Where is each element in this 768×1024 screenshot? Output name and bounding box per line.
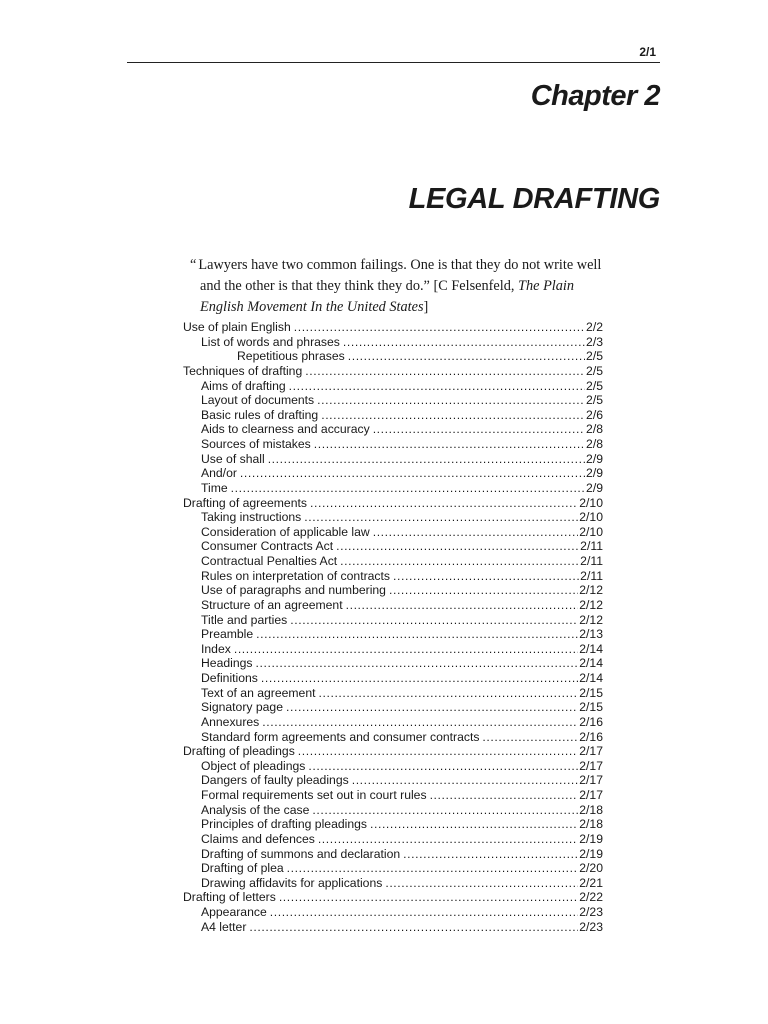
- toc-entry-title: Time: [201, 480, 228, 495]
- toc-entry-page: 2/15: [579, 700, 603, 715]
- toc-entry-title: Formal requirements set out in court rules: [201, 788, 427, 802]
- toc-entry[interactable]: [183, 437, 603, 452]
- toc-entry-title: Drafting of summons and declaration: [201, 846, 401, 861]
- toc-entry-page: 2/5: [586, 378, 603, 393]
- toc-dot-leader: [389, 583, 578, 598]
- toc-entry-title: Aids to clearness and accuracy: [201, 422, 370, 437]
- toc-dot-leader: [268, 452, 585, 467]
- toc-dot-leader: [340, 554, 579, 569]
- toc-entry-title: Text of an agreement: [201, 685, 316, 700]
- toc-entry[interactable]: [183, 715, 603, 730]
- epigraph-open-quote: “: [190, 257, 197, 273]
- toc-entry[interactable]: [183, 452, 603, 467]
- toc-dot-leader: [308, 759, 578, 774]
- toc-entry-title: Consideration of applicable law: [201, 524, 370, 539]
- toc-entry[interactable]: [183, 569, 603, 584]
- toc-entry[interactable]: [183, 496, 603, 511]
- toc-entry-page: 2/11: [580, 539, 603, 554]
- toc-entry-title: Drafting of letters: [183, 890, 276, 905]
- epigraph-line-1: Lawyers have two common failings. One is that they do not write well: [198, 257, 602, 273]
- epigraph-source-b: English Movement In the United States: [200, 299, 424, 315]
- toc-dot-leader: [403, 847, 578, 862]
- toc-entry-title: Claims and defences: [201, 831, 315, 846]
- toc-entry[interactable]: [183, 642, 603, 657]
- toc-dot-leader: [319, 686, 579, 701]
- toc-entry[interactable]: [183, 510, 603, 525]
- header-rule: [127, 62, 660, 63]
- toc-entry-page: 2/16: [579, 714, 603, 729]
- toc-entry-page: 2/19: [579, 831, 603, 846]
- toc-entry-title: Headings: [201, 656, 253, 671]
- toc-entry-page: 2/12: [579, 612, 603, 627]
- toc-entry[interactable]: [183, 920, 603, 935]
- toc-entry-page: 2/10: [579, 510, 603, 525]
- toc-dot-leader: [312, 803, 578, 818]
- toc-entry-title: Annexures: [201, 714, 260, 729]
- toc-entry-page: 2/16: [579, 729, 603, 744]
- toc-entry-page: 2/11: [580, 554, 603, 568]
- toc-entry-title: Dangers of faulty pleadings: [201, 773, 349, 788]
- toc-dot-leader: [373, 422, 585, 437]
- toc-entry-page: 2/6: [586, 407, 603, 422]
- toc-dot-leader: [317, 393, 585, 408]
- page-number: 2/1: [639, 45, 656, 59]
- toc-entry[interactable]: [183, 598, 603, 613]
- toc-entry-title: A4 letter: [201, 919, 247, 934]
- toc-dot-leader: [270, 905, 579, 920]
- toc-entry-title: Use of shall: [201, 451, 265, 466]
- toc-entry-title: Drafting of pleadings: [183, 744, 295, 759]
- toc-dot-leader: [305, 364, 585, 379]
- toc-entry-page: 2/9: [586, 480, 603, 495]
- toc-entry[interactable]: [183, 744, 603, 759]
- toc-entry[interactable]: [183, 817, 603, 832]
- toc-entry-title: Signatory page: [201, 700, 283, 715]
- toc-entry-page: 2/12: [579, 597, 603, 612]
- toc-entry-page: 2/10: [579, 495, 603, 510]
- toc-entry-page: 2/12: [579, 583, 603, 598]
- toc-entry-page: 2/20: [579, 861, 603, 876]
- toc-dot-leader: [352, 773, 579, 788]
- toc-entry-title: And/or: [201, 466, 237, 481]
- toc-entry[interactable]: [183, 613, 603, 628]
- toc-dot-leader: [321, 408, 585, 423]
- toc-dot-leader: [286, 700, 578, 715]
- toc-entry[interactable]: [183, 320, 603, 335]
- toc-entry-page: 2/8: [586, 437, 603, 451]
- toc-entry-title: Principles of drafting pleadings: [201, 817, 367, 832]
- toc-entry-page: 2/5: [586, 363, 603, 378]
- toc-entry[interactable]: [183, 671, 603, 686]
- toc-entry-page: 2/23: [579, 919, 603, 934]
- toc-dot-leader: [304, 510, 578, 525]
- toc-entry-title: Drawing affidavits for applications: [201, 875, 383, 890]
- toc-entry-page: 2/9: [586, 451, 603, 466]
- toc-entry-title: Sources of mistakes: [201, 437, 311, 451]
- toc-entry-title: Layout of documents: [201, 393, 315, 408]
- toc-entry-page: 2/14: [579, 641, 603, 656]
- epigraph-continuation: [190, 276, 610, 297]
- toc-entry-title: Taking instructions: [201, 510, 302, 525]
- toc-entry[interactable]: [183, 554, 603, 569]
- toc-dot-leader: [318, 832, 578, 847]
- toc-entry-title: Contractual Penalties Act: [201, 554, 338, 568]
- toc-dot-leader: [234, 642, 578, 657]
- toc-entry-page: 2/18: [579, 817, 603, 832]
- toc-entry-title: Preamble: [201, 627, 254, 642]
- toc-entry-page: 2/13: [579, 627, 603, 642]
- toc-dot-leader: [256, 627, 578, 642]
- toc-entry-title: Consumer Contracts Act: [201, 539, 334, 554]
- toc-dot-leader: [294, 320, 585, 335]
- toc-dot-leader: [256, 656, 579, 671]
- toc-entry-title: List of words and phrases: [201, 334, 340, 349]
- toc-entry-title: Title and parties: [201, 612, 288, 627]
- toc-dot-leader: [336, 539, 579, 554]
- toc-entry[interactable]: [183, 656, 603, 671]
- toc-entry-title: Aims of drafting: [201, 378, 286, 393]
- toc-entry[interactable]: [183, 627, 603, 642]
- toc-entry[interactable]: [183, 686, 603, 701]
- toc-entry[interactable]: [183, 803, 603, 818]
- toc-entry-page: 2/11: [580, 568, 603, 583]
- toc-entry-page: 2/5: [586, 393, 603, 408]
- epigraph-close-bracket: ]: [423, 299, 429, 315]
- toc-entry-title: Rules on interpretation of contracts: [201, 568, 391, 583]
- toc-dot-leader: [261, 671, 578, 686]
- toc-entry[interactable]: [183, 539, 603, 554]
- toc-dot-leader: [348, 349, 585, 364]
- toc-dot-leader: [482, 730, 578, 745]
- toc-entry-page: 2/18: [579, 802, 603, 817]
- toc-entry[interactable]: [183, 481, 603, 496]
- toc-entry-page: 2/10: [579, 524, 603, 539]
- toc-dot-leader: [289, 379, 585, 394]
- toc-entry-page: 2/21: [579, 875, 603, 890]
- toc-dot-leader: [240, 466, 585, 481]
- toc-entry[interactable]: [183, 759, 603, 774]
- toc-entry[interactable]: [183, 832, 603, 847]
- toc-dot-leader: [314, 437, 585, 452]
- toc-entry[interactable]: [183, 876, 603, 891]
- toc-entry-page: 2/9: [586, 466, 603, 481]
- toc-entry[interactable]: [183, 422, 603, 437]
- toc-entry-page: 2/17: [579, 788, 603, 802]
- toc-entry-page: 2/17: [579, 744, 603, 759]
- toc-dot-leader: [231, 481, 585, 496]
- toc-entry-title: Object of pleadings: [201, 758, 306, 773]
- toc-dot-leader: [298, 744, 578, 759]
- toc-entry[interactable]: [183, 335, 603, 350]
- toc-entry-title: Structure of an agreement: [201, 597, 343, 612]
- toc-entry-title: Drafting of plea: [201, 861, 284, 876]
- toc-entry[interactable]: [183, 364, 603, 379]
- toc-entry-page: 2/23: [579, 905, 603, 919]
- toc-entry-page: 2/3: [586, 334, 603, 349]
- toc-entry[interactable]: [183, 408, 603, 423]
- chapter-label: Chapter 2: [530, 80, 660, 112]
- toc-dot-leader: [393, 569, 579, 584]
- toc-entry-page: 2/17: [579, 773, 603, 788]
- toc-dot-leader: [290, 613, 578, 628]
- toc-entry-page: 2/15: [579, 685, 603, 700]
- toc-dot-leader: [249, 920, 578, 935]
- epigraph: [190, 255, 610, 318]
- toc-entry-page: 2/19: [579, 846, 603, 861]
- toc-entry[interactable]: [183, 349, 603, 364]
- toc-entry-title: Appearance: [201, 905, 267, 919]
- toc-entry-page: 2/17: [579, 758, 603, 773]
- toc-entry[interactable]: [183, 393, 603, 408]
- toc-dot-leader: [346, 598, 579, 613]
- toc-entry[interactable]: [183, 861, 603, 876]
- toc-entry-title: Index: [201, 641, 231, 656]
- toc-entry[interactable]: [183, 905, 603, 920]
- toc-entry-title: Basic rules of drafting: [201, 407, 319, 422]
- toc-entry[interactable]: [183, 788, 603, 803]
- toc-entry[interactable]: [183, 700, 603, 715]
- epigraph-line-2: and the other is that they think they do.” [C Felsenfeld,: [200, 278, 519, 294]
- toc-entry[interactable]: [183, 773, 603, 788]
- toc-entry-page: 2/5: [586, 349, 603, 364]
- toc-entry-title: Drafting of agreements: [183, 495, 307, 510]
- toc-dot-leader: [262, 715, 578, 730]
- toc-entry-page: 2/14: [579, 656, 603, 671]
- toc-entry-page: 2/14: [579, 671, 603, 685]
- toc-entry[interactable]: [183, 730, 603, 745]
- toc-entry[interactable]: [183, 525, 603, 540]
- toc-entry-title: Repetitious phrases: [237, 349, 345, 364]
- toc-entry-title: Standard form agreements and consumer contracts: [201, 729, 480, 744]
- toc-entry[interactable]: [183, 379, 603, 394]
- toc-dot-leader: [287, 861, 579, 876]
- toc-entry-title: Analysis of the case: [201, 802, 310, 817]
- toc-dot-leader: [373, 525, 579, 540]
- toc-dot-leader: [279, 890, 578, 905]
- epigraph-source-a: The Plain: [518, 278, 575, 294]
- toc-entry-page: 2/2: [586, 320, 603, 334]
- toc-entry-title: Definitions: [201, 671, 258, 685]
- table-of-contents: [183, 320, 603, 934]
- epigraph-continuation-2: [190, 297, 610, 318]
- toc-entry-title: Use of paragraphs and numbering: [201, 583, 386, 598]
- toc-entry-title: Techniques of drafting: [183, 363, 303, 378]
- toc-entry[interactable]: [183, 890, 603, 905]
- toc-entry-page: 2/22: [579, 890, 603, 905]
- toc-dot-leader: [343, 335, 585, 350]
- toc-entry-page: 2/8: [586, 422, 603, 437]
- toc-dot-leader: [385, 876, 578, 891]
- toc-entry[interactable]: [183, 583, 603, 598]
- toc-dot-leader: [310, 496, 578, 511]
- chapter-title: LEGAL DRAFTING: [408, 183, 660, 215]
- toc-entry-title: Use of plain English: [183, 320, 291, 334]
- toc-entry[interactable]: [183, 466, 603, 481]
- toc-entry[interactable]: [183, 847, 603, 862]
- toc-dot-leader: [370, 817, 578, 832]
- toc-dot-leader: [430, 788, 579, 803]
